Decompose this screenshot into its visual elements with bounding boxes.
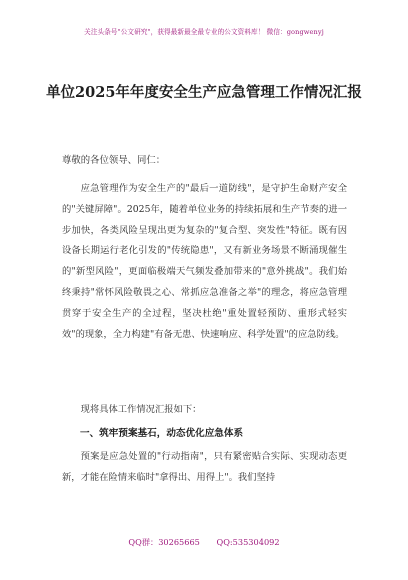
footer-qq-group: QQ群：30265665: [128, 537, 200, 547]
document-title: 单位2025年年度安全生产应急管理工作情况汇报: [46, 84, 362, 101]
footer-qq-number: QQ:535304092: [216, 537, 280, 547]
body-paragraph-section-1: 预案是应急处置的"行动指南"，只有紧密贴合实际、实现动态更新，才能在险情来临时"拿得出、用得上"。我们坚持: [62, 451, 347, 483]
body-paragraph-report-lead: 现将具体工作情况汇报如下：: [80, 404, 202, 415]
section-heading-1: 一、筑牢预案基石，动态优化应急体系: [80, 428, 244, 439]
header-banner: 关注头条号"公文研究"，获得最新最全最专业的公文资料库！ 微信：gongwenyj: [84, 28, 324, 36]
body-paragraph-intro: 应急管理作为安全生产的"最后一道防线"，是守护生命财产安全的"关键屏障"。2025年，随着单位业务的持续拓展和生产节奏的进一步加快，各类风险呈现出更为复杂的"复合型、突发性"特征。既有因设备长期运行老化引发的"传统隐患"，又有新业务场景不断涌现催生的"新型风险"，更面临极端天气频发叠加带来的"意外挑战"。我们始终秉持"常怀风险敬畏之心、常抓应急准备之举"的理念，将应急管理贯穿于安全生产的全过程，坚决杜绝"重处置轻预防、重形式轻实效"的现象，全力构建"有备无患、快速响应、科学处置"的应急防线。: [62, 183, 347, 340]
footer-contact: [0, 537, 408, 548]
salutation: 尊敬的各位领导、同仁：: [62, 155, 166, 166]
